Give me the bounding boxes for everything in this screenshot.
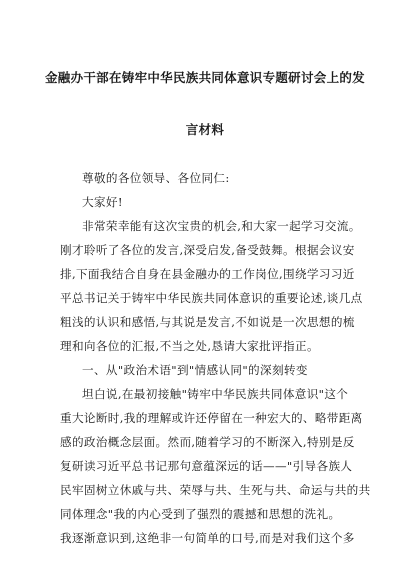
paragraph-line: 我逐渐意识到,这绝非一句简单的口号,而是对我们这个多: [60, 531, 355, 545]
paragraph-line: 感的政治概念层面。然而,随着学习的不断深入,特别是反: [60, 435, 355, 449]
paragraph-line: 重大论断时,我的理解或许还停留在一种宏大的、略带距离: [60, 411, 363, 425]
paragraph-line: 同体理念"我的内心受到了强烈的震撼和思想的洗礼。: [60, 507, 341, 521]
paragraph-line: 排,下面我结合自身在县金融办的工作岗位,围绕学习习近: [60, 267, 355, 281]
paragraph-line: 坦白说,在最初接触"铸牢中华民族共同体意识"这个: [82, 387, 349, 401]
document-title-line-1: 金融办干部在铸牢中华民族共同体意识专题研讨会上的发: [44, 70, 365, 85]
paragraph-line: 粗浅的认识和感悟,与其说是发言,不如说是一次思想的梳: [60, 315, 355, 329]
greeting: 大家好!: [82, 195, 123, 209]
paragraph-line: 非常荣幸能有这次宝贵的机会,和大家一起学习交流。: [82, 219, 361, 233]
paragraph-line: 平总书记关于铸牢中华民族共同体意识的重要论述,谈几点: [60, 291, 363, 305]
salutation: 尊敬的各位领导、各位同仁:: [82, 171, 230, 185]
document-title-line-2: 言材料: [185, 122, 225, 137]
paragraph-line: 复研读习近平总书记那句意蕴深远的话——"引导各族人: [60, 459, 353, 473]
paragraph-line: 民牢固树立休戚与共、荣辱与共、生死与共、命运与共的共: [60, 483, 371, 497]
section-heading: 一、从"政治术语"到"情感认同"的深刻转变: [82, 363, 308, 377]
paragraph-line: 理和向各位的汇报,不当之处,恳请大家批评指正。: [60, 339, 319, 353]
paragraph-line: 刚才聆听了各位的发言,深受启发,备受鼓舞。根据会议安: [60, 243, 355, 257]
